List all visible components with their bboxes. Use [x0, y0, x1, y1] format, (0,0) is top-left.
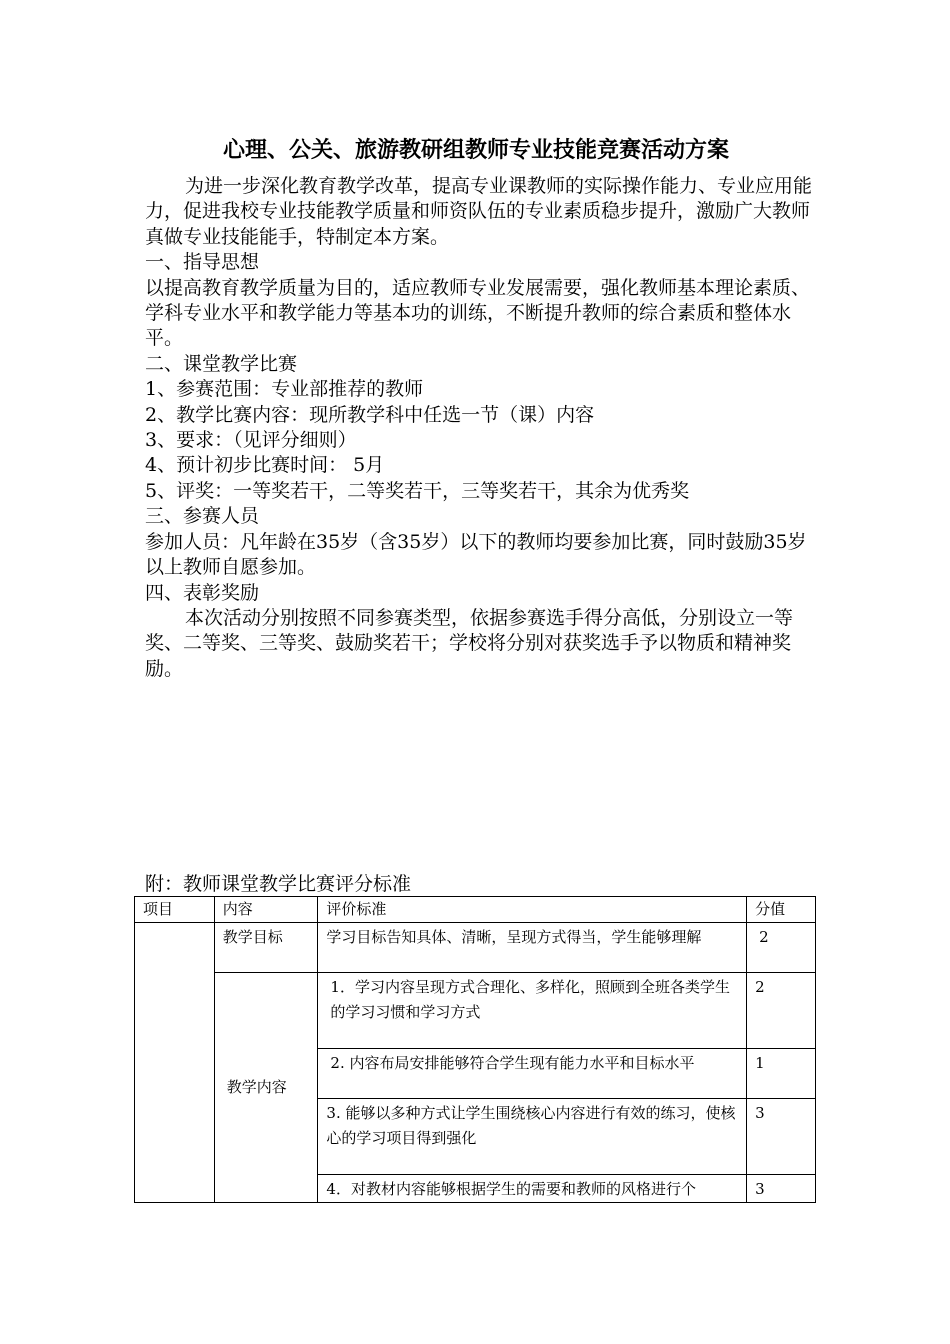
section-2-item: 5、评奖：一等奖若干，二等奖若干，三等奖若干，其余为优秀奖	[145, 479, 690, 502]
section-2-item: 3、要求：（见评分细则）	[145, 429, 357, 452]
section-2-item: 1、参赛范围：专业部推荐的教师	[145, 378, 424, 401]
score-cell: 3	[747, 1175, 816, 1203]
score-cell: 2	[747, 923, 816, 973]
score-cell: 1	[747, 1049, 816, 1099]
criterion-cell: 2. 内容布局安排能够符合学生现有能力水平和目标水平	[318, 1049, 747, 1099]
section-1-heading: 一、指导思想	[145, 251, 260, 274]
section-4-text: 本次活动分别按照不同参赛类型，依据参赛选手得分高低，分别设立一等奖、二等奖、三等奖、鼓励奖若干；学校将分别对获奖选手予以物质和精神奖励。	[145, 606, 794, 680]
criterion-cell: 3. 能够以多种方式让学生围绕核心内容进行有效的练习，使核心的学习项目得到强化	[318, 1099, 747, 1175]
section-4-heading: 四、表彰奖励	[145, 581, 260, 604]
score-cell: 3	[747, 1099, 816, 1175]
header-score: 分值	[747, 897, 816, 923]
section-2-heading: 二、课堂教学比赛	[145, 352, 298, 375]
section-3-heading: 三、参赛人员	[145, 505, 260, 528]
table-row	[135, 973, 816, 1049]
section-3-text: 参加人员：凡年龄在35岁（含35岁）以下的教师均要参加比赛，同时鼓励35岁以上教师自愿参加。	[145, 530, 807, 579]
criterion-cell: 4．对教材内容能够根据学生的需要和教师的风格进行个	[318, 1175, 747, 1203]
scoring-table	[134, 896, 816, 1203]
content-cell-teaching: 教学内容	[214, 973, 318, 1203]
header-content: 内容	[214, 897, 318, 923]
criterion-cell: 1．学习内容呈现方式合理化、多样化，照顾到全班各类学生的学习习惯和学习方式	[318, 973, 747, 1049]
table-row	[135, 923, 816, 973]
section-2-item: 4、预计初步比赛时间： 5月	[145, 454, 385, 477]
document-title: 心理、公关、旅游教研组教师专业技能竞赛活动方案	[222, 137, 729, 163]
section-1-text: 以提高教育教学质量为目的，适应教师专业发展需要，强化教师基本理论素质、学科专业水平和教学能力等基本功的训练，不断提升教师的综合素质和整体水平。	[145, 276, 811, 350]
score-cell: 2	[747, 973, 816, 1049]
criterion-cell: 学习目标告知具体、清晰，呈现方式得当，学生能够理解	[318, 923, 747, 973]
table-header-row	[135, 897, 816, 923]
document-body	[145, 174, 817, 682]
header-criteria: 评价标准	[318, 897, 747, 923]
content-cell-goal: 教学目标	[214, 923, 318, 973]
intro-paragraph: 为进一步深化教育教学改革，提高专业课教师的实际操作能力、专业应用能力，促进我校专业技能教学质量和师资队伍的专业素质稳步提升，激励广大教师真做专业技能能手，特制定本方案。	[145, 175, 813, 248]
section-2-item: 2、教学比赛内容：现所教学科中任选一节（课）内容	[145, 403, 595, 426]
appendix-title: 附：教师课堂教学比赛评分标准	[145, 873, 412, 895]
project-cell	[135, 923, 215, 1203]
header-project: 项目	[135, 897, 215, 923]
